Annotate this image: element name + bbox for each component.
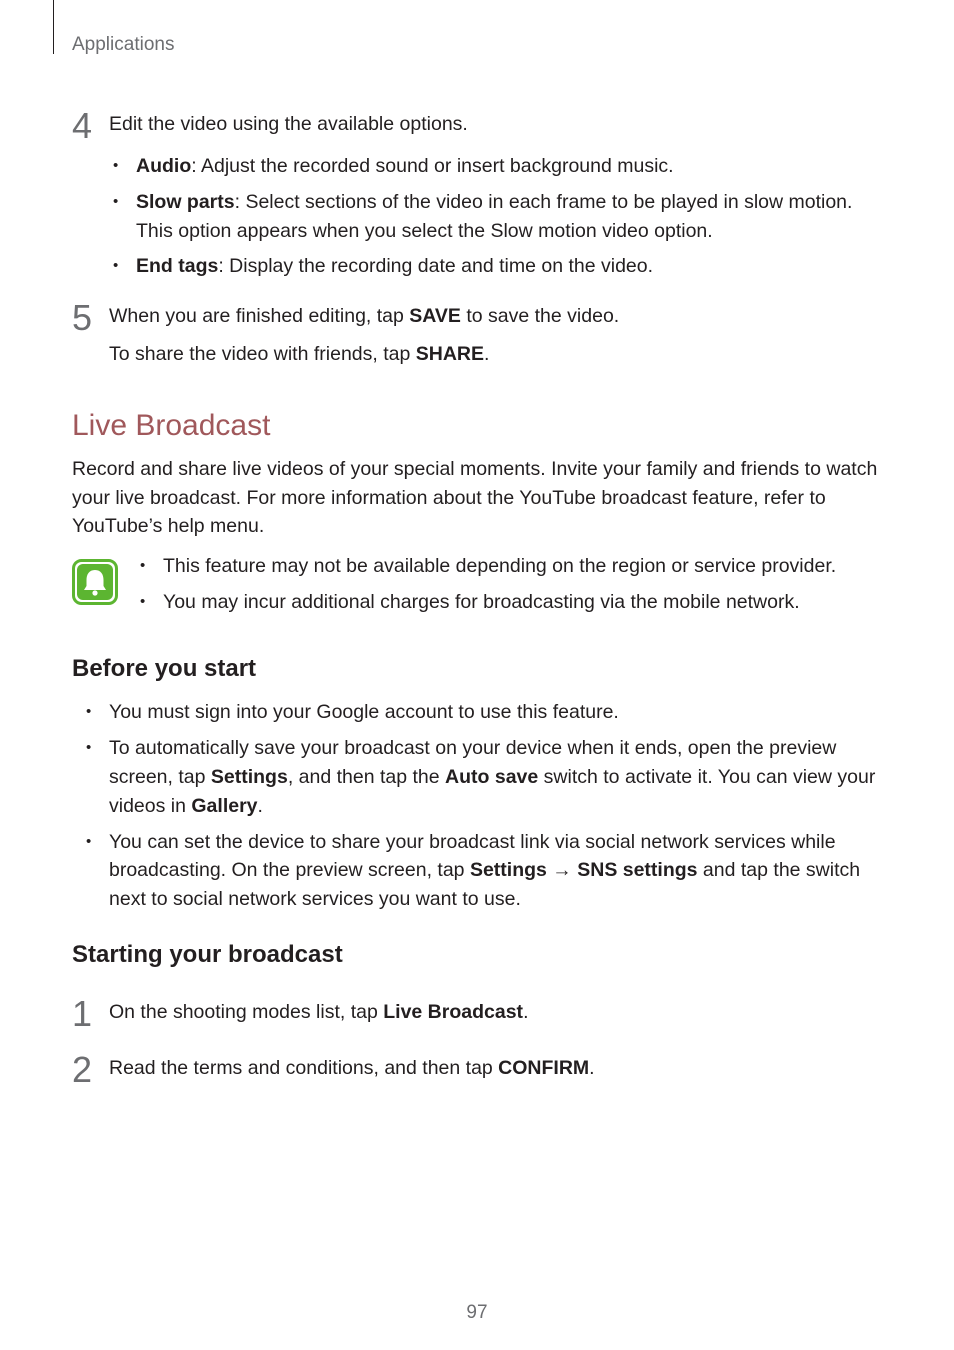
bullet: •: [86, 833, 92, 850]
bullet: •: [86, 703, 92, 720]
subsection-title: Before you start: [72, 655, 257, 682]
subsection-title: Starting your broadcast: [72, 941, 343, 968]
notification-bell-icon: [72, 559, 118, 605]
intro-paragraph: your live broadcast. For more information about the YouTube broadcast feature, refer to: [72, 487, 826, 509]
bullet: •: [113, 157, 119, 174]
intro-paragraph: Record and share live videos of your special moments. Invite your family and friends to watch: [72, 458, 878, 480]
step-text: On the shooting modes list, tap Live Broadcast.: [109, 1001, 529, 1023]
bullet: •: [113, 193, 119, 210]
step-text: Read the terms and conditions, and then tap CONFIRM.: [109, 1057, 595, 1079]
list-item: You can set the device to share your broadcast link via social network services while: [109, 831, 836, 853]
step-number: 5: [72, 297, 93, 338]
note-item: You may incur additional charges for broadcasting via the mobile network.: [163, 591, 800, 613]
list-item-continuation: This option appears when you select the Slow motion video option.: [136, 220, 713, 242]
step-number: 4: [72, 105, 93, 146]
bullet: •: [140, 557, 146, 574]
step-number: 1: [72, 993, 93, 1034]
bullet: •: [113, 257, 119, 274]
list-item: End tags: Display the recording date and time on the video.: [136, 255, 654, 277]
step-text: When you are finished editing, tap SAVE to save the video.: [109, 305, 620, 327]
list-item-continuation: videos in Gallery.: [109, 795, 263, 817]
list-item: To automatically save your broadcast on your device when it ends, open the preview: [109, 737, 837, 759]
list-item: You must sign into your Google account to use this feature.: [109, 701, 619, 723]
header-divider: [53, 0, 54, 54]
list-item-continuation: next to social network services you want to use.: [109, 888, 521, 910]
section-header: Applications: [72, 34, 175, 55]
list-item: Audio: Adjust the recorded sound or insert background music.: [136, 155, 674, 177]
intro-paragraph: YouTube’s help menu.: [72, 515, 265, 537]
note-item: This feature may not be available depending on the region or service provider.: [163, 555, 837, 577]
bullet: •: [86, 739, 92, 756]
step-text: Edit the video using the available options.: [109, 113, 468, 135]
share-instruction: To share the video with friends, tap SHARE.: [109, 343, 490, 365]
step-number: 2: [72, 1049, 93, 1090]
list-item-continuation: broadcasting. On the preview screen, tap Settings → SNS settings and tap the switch: [109, 859, 861, 881]
page-number: 97: [466, 1302, 488, 1323]
bullet: •: [140, 593, 146, 610]
list-item: Slow parts: Select sections of the video in each frame to be played in slow motion.: [136, 191, 853, 213]
section-title: Live Broadcast: [72, 409, 271, 442]
list-item-continuation: screen, tap Settings, and then tap the Auto save switch to activate it. You can view your: [109, 766, 876, 788]
